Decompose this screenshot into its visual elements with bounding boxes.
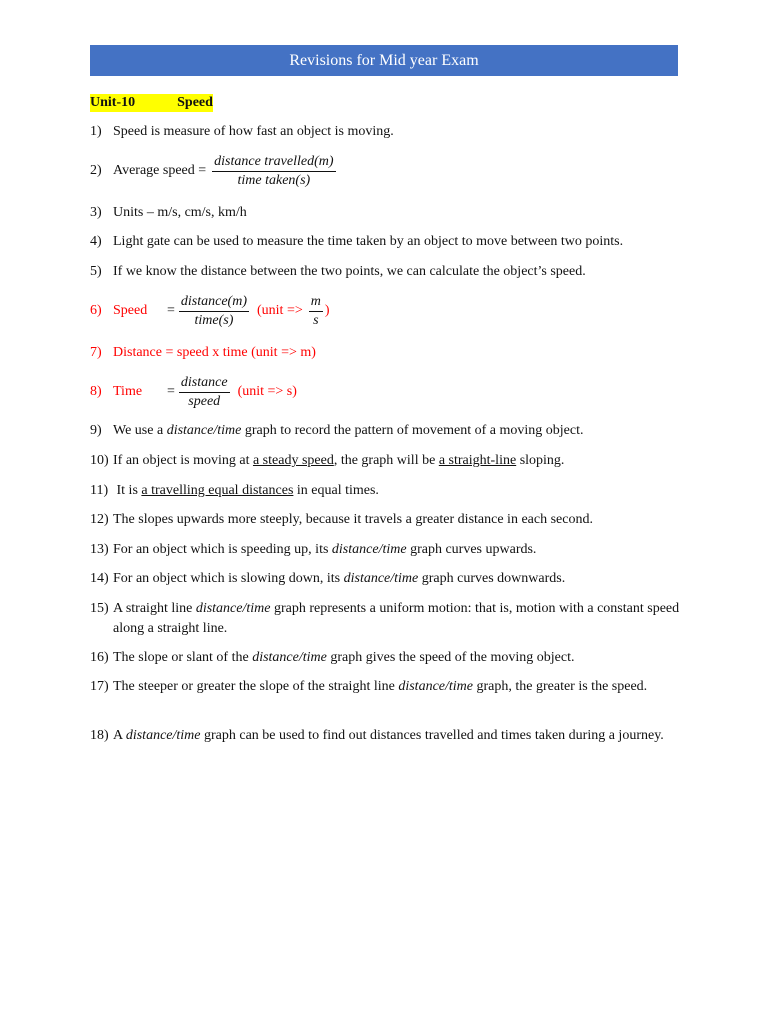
distance-time-formula: distance/time: [195, 601, 271, 616]
item-text-post: graph curves upwards.: [410, 542, 537, 557]
item-number: 14): [90, 571, 109, 586]
formula-denominator: speed: [188, 393, 221, 409]
item-text-mid: , the graph will be: [333, 453, 436, 468]
unit-heading: [90, 94, 213, 112]
list-item-13: [90, 540, 680, 560]
item-number: 15): [90, 601, 109, 616]
unit-fraction: [309, 294, 323, 329]
underlined-equal-distances: a travelling equal distances: [141, 483, 294, 498]
list-item-7: [90, 343, 680, 363]
item-text-pre: The steeper or greater the slope of the straight line: [113, 679, 395, 694]
unit-text: (unit => s): [237, 384, 297, 399]
formula-denominator: time taken(s): [237, 172, 311, 188]
item-number: 17): [90, 679, 109, 694]
list-item-16: [90, 648, 680, 668]
item-number: 11): [90, 483, 109, 498]
item-number: 8): [90, 384, 102, 399]
formula-numerator: distance: [179, 375, 230, 393]
distance-time-formula: distance/time: [125, 728, 201, 743]
formula-numerator: distance(m): [179, 294, 249, 312]
list-item-4: [90, 232, 680, 252]
formula-numerator: distance travelled(m): [212, 154, 335, 172]
distance-time-formula: distance/time: [252, 650, 327, 665]
time-label: Time: [113, 384, 143, 399]
item-number: 10): [90, 453, 109, 468]
underlined-steady-speed: a steady speed: [252, 453, 334, 468]
list-item-11: [90, 481, 680, 501]
unit-prefix: (unit =>: [257, 303, 303, 318]
formula-denominator: time(s): [194, 312, 234, 328]
item-number: 7): [90, 345, 102, 360]
item-number: 4): [90, 234, 102, 249]
item-number: 1): [90, 124, 102, 139]
distance-time-formula: distance/time: [331, 542, 407, 557]
distance-time-formula: distance/time: [166, 423, 242, 438]
item-text-pre: For an object which is slowing down, its: [113, 571, 341, 586]
item-number: 6): [90, 303, 102, 318]
average-speed-label: Average speed =: [113, 163, 207, 178]
list-item-8: [90, 373, 680, 411]
item-text-pre: If an object is moving at: [113, 453, 250, 468]
equals-sign: =: [167, 384, 175, 399]
item-text-post: graph, the greater is the speed.: [476, 679, 648, 694]
unit-heading-gap: [135, 94, 177, 112]
list-item-12: [90, 510, 680, 530]
item-number: 18): [90, 728, 109, 743]
list-item-6: [90, 292, 680, 330]
equals-sign: =: [167, 303, 175, 318]
item-number: 13): [90, 542, 109, 557]
item-text-pre: A: [113, 728, 123, 743]
list-item-1: [90, 122, 680, 142]
item-number: 5): [90, 264, 102, 279]
item-number: 16): [90, 650, 109, 665]
speed-label: Speed: [113, 303, 148, 318]
list-item-3: [90, 203, 680, 223]
speed-formula: [179, 294, 249, 329]
page-title-banner: Revisions for Mid year Exam: [90, 45, 678, 76]
item-text: The slopes upwards more steeply, because it travels a greater distance in each second.: [113, 512, 593, 527]
item-text-pre: It is: [116, 483, 138, 498]
unit-topic: Speed: [177, 95, 213, 110]
underlined-straight-line: a straight-line: [438, 453, 517, 468]
list-item-18: [90, 726, 703, 746]
item-number: 3): [90, 205, 102, 220]
average-speed-formula: [212, 154, 335, 189]
item-text: Light gate can be used to measure the time taken by an object to move between two points.: [113, 234, 624, 249]
item-text-post: sloping.: [519, 453, 565, 468]
item-text-post: graph curves downwards.: [421, 571, 566, 586]
item-text-pre: We use a: [113, 423, 164, 438]
item-number: 12): [90, 512, 109, 527]
list-item-17: [90, 677, 703, 697]
item-text-post: graph gives the speed of the moving object.: [330, 650, 575, 665]
unit-suffix: ): [324, 303, 330, 318]
time-formula: [179, 375, 230, 410]
item-text-pre: A straight line: [113, 601, 193, 616]
item-number: 9): [90, 423, 102, 438]
list-item-15: [90, 599, 703, 639]
unit-denominator: s: [313, 312, 319, 328]
item-number: 2): [90, 163, 102, 178]
distance-time-formula: distance/time: [398, 679, 473, 694]
list-item-2: [90, 152, 680, 190]
item-text: Distance = speed x time (unit => m): [113, 345, 316, 360]
item-text-pre: The slope or slant of the: [113, 650, 249, 665]
distance-time-formula: distance/time: [343, 571, 419, 586]
item-text-post: graph to record the pattern of movement of a moving object.: [244, 423, 584, 438]
item-text: Speed is measure of how fast an object is moving.: [113, 124, 394, 139]
list-item-14: [90, 569, 680, 589]
list-item-5: [90, 262, 680, 282]
unit-number: Unit-10: [90, 95, 136, 110]
item-text-post: graph represents a uniform motion: that is, motion with a constant speed along a straight line.: [113, 601, 680, 636]
unit-numerator: m: [309, 294, 323, 312]
item-text: Units – m/s, cm/s, km/h: [113, 205, 247, 220]
item-text-post: in equal times.: [296, 483, 379, 498]
item-text: If we know the distance between the two points, we can calculate the object’s speed.: [113, 264, 586, 279]
item-text-post: graph can be used to find out distances travelled and times taken during a journey.: [204, 728, 664, 743]
item-text-pre: For an object which is speeding up, its: [113, 542, 329, 557]
list-item-9: [90, 421, 680, 441]
list-item-10: [90, 451, 680, 471]
